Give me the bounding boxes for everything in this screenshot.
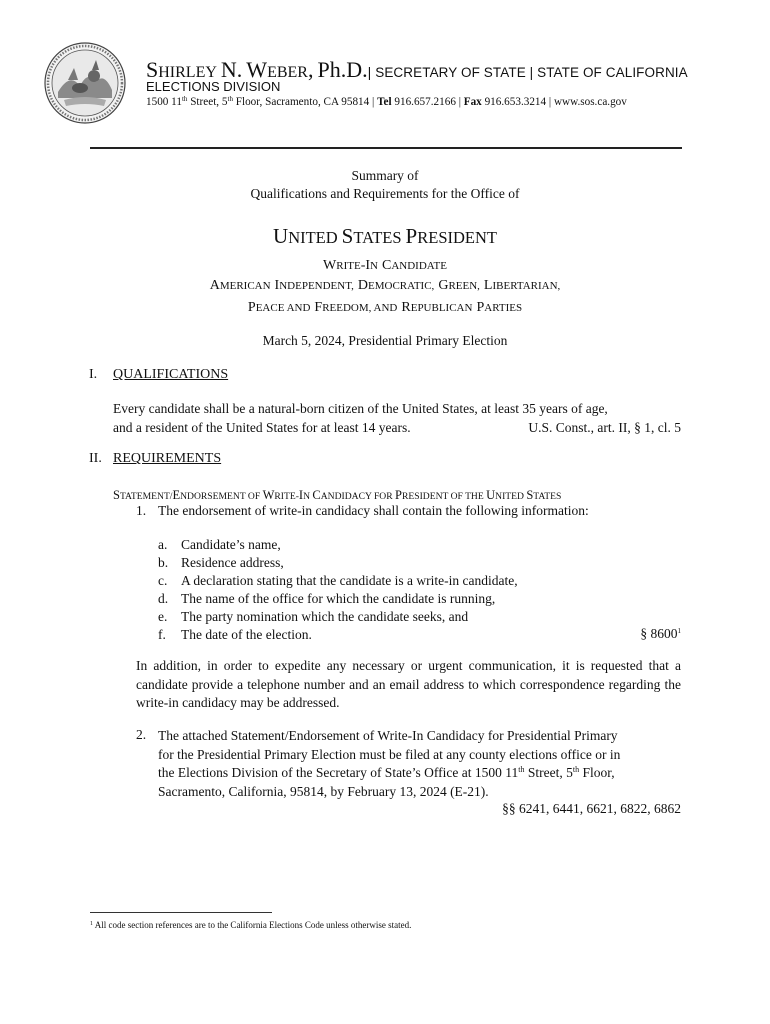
filing-code-citation: §§ 6241, 6441, 6621, 6822, 6862 xyxy=(502,801,681,816)
header-divider xyxy=(90,147,682,149)
constitution-citation: U.S. Const., art. II, § 1, cl. 5 xyxy=(528,419,681,435)
footnote-ref: 1 xyxy=(677,627,681,635)
division-name: ELECTIONS DIVISION xyxy=(146,79,281,94)
requirement-item-2: The attached Statement/Endorsement of Write-In Candidacy for Presidential Primary for the Presidential Primary Election must be filed at any county elections office or in the Elections Division of the Secretary of State’s Office at 1500 11th Street, 5th Floor, Sacramento, California, 95814, by February 13, 2024 (E-21). xyxy=(158,728,621,799)
summary-line-2: Qualifications and Requirements for the Office of xyxy=(250,186,520,201)
list-item: c. A declaration stating that the candidate is a write-in candidate, xyxy=(158,573,518,588)
subtitle-line-1: WRITE-IN CANDIDATE xyxy=(323,258,447,273)
required-information-list xyxy=(158,536,518,644)
contact-address: 1500 11th Street, 5th Floor, Sacramento, CA 95814 | Tel 916.657.2166 | Fax 916.653.3214 | www.sos.ca.gov xyxy=(146,95,627,108)
additional-contact-paragraph: In addition, in order to expedite any necessary or urgent communication, it is requested that a candidate provide a telephone number and an email address to which correspondence regarding the write-in candidacy may be addressed. xyxy=(136,658,681,710)
list-item: f. The date of the election. xyxy=(158,627,312,642)
requirement-item-2-number: 2. xyxy=(136,727,147,742)
list-item: b. Residence address, xyxy=(158,555,284,570)
list-item: d. The name of the office for which the candidate is running, xyxy=(158,591,496,606)
subtitle-line-3: PEACE AND FREEDOM, AND REPUBLICAN PARTIES xyxy=(247,300,523,315)
list-item: e. The party nomination which the candidate seeks, and xyxy=(158,609,469,624)
requirement-item-1: 1. The endorsement of write-in candidacy shall contain the following information: xyxy=(136,503,589,518)
office-title-heading: UNITED STATES PRESIDENT xyxy=(273,224,497,248)
footnote: $^1$ All code section references are to the California Elections Code unless otherwise stated. xyxy=(90,920,412,930)
statement-heading: STATEMENT/ENDORSEMENT OF WRITE-IN CANDIDACY FOR PRESIDENT OF THE UNITED STATES xyxy=(113,488,562,502)
summary-line-1: Summary of xyxy=(351,168,419,183)
list-item: a. Candidate’s name, xyxy=(158,537,281,552)
qualifications-paragraph: Every candidate shall be a natural-born citizen of the United States, at least 35 years of age, and a resident of the United States for at least 14 years. U.S. Const., art. II, § 1, cl. 5 xyxy=(113,400,681,437)
office-title: SECRETARY OF STATE | STATE OF CALIFORNIA xyxy=(375,65,688,80)
footnote-divider xyxy=(90,912,272,913)
california-seal-icon xyxy=(44,42,126,124)
section-requirements-heading: II. REQUIREMENTS xyxy=(89,451,222,466)
secretary-name-line: SHIRLEY N. WEBER, Ph.D.| SECRETARY OF STATE | STATE OF CALIFORNIA xyxy=(146,57,688,82)
election-date: March 5, 2024, Presidential Primary Election xyxy=(262,333,508,348)
section-qualifications-heading: I. QUALIFICATIONS xyxy=(89,367,229,382)
section-8600-citation: § 8600$^1$ xyxy=(640,626,681,641)
subtitle-line-2: AMERICAN INDEPENDENT, DEMOCRATIC, GREEN, LIBERTARIAN, xyxy=(209,278,561,293)
